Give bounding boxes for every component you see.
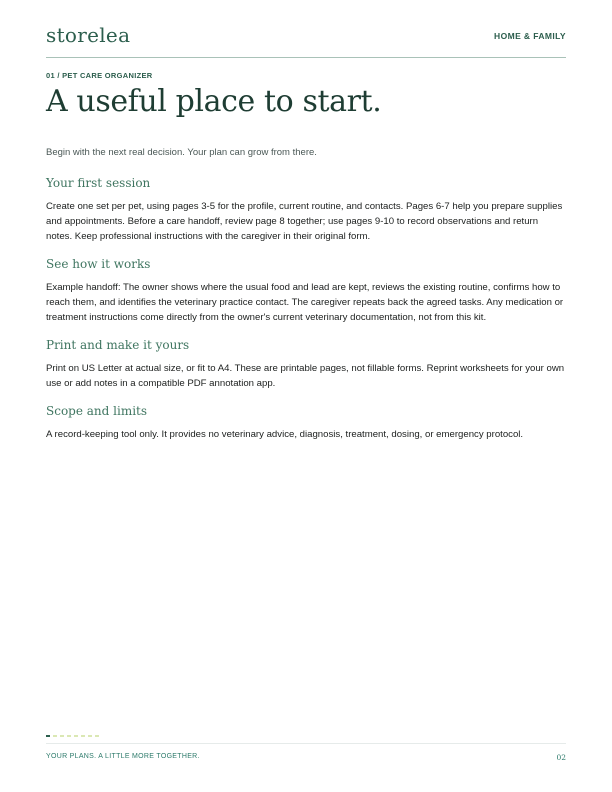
- section-body-first-session: Create one set per pet, using pages 3-5 for the profile, current routine, and contacts. Pages 6-7 help you prepare supplies and appointments. Before a care handoff, review page 8 together; use pages 9-10 to record observations and return notes. Keep professional instructions with the caregiver in their original form.: [46, 201, 563, 242]
- main-content: [46, 176, 566, 455]
- section-body-scope: A record-keeping tool only. It provides no veterinary advice, diagnosis, treatment, dosing, or emergency protocol.: [46, 429, 524, 440]
- accent-dash: [95, 735, 99, 737]
- intro-text: Begin with the next real decision. Your plan can grow from there.: [46, 147, 317, 158]
- accent-dash: [53, 735, 57, 737]
- footer-tagline: YOUR PLANS. A LITTLE MORE TOGETHER.: [46, 753, 200, 760]
- accent-dash-solid: [46, 735, 50, 737]
- accent-dash: [60, 735, 64, 737]
- accent-dash-bar: [46, 735, 106, 737]
- page-header: [46, 20, 566, 57]
- page-title: A useful place to start.: [46, 84, 382, 119]
- section-heading-scope: Scope and limits: [46, 404, 148, 418]
- section-body-print: Print on US Letter at actual size, or fit to A4. These are printable pages, not fillable forms. Reprint worksheets for your own use or add notes in a compatible PDF annotation app.: [46, 363, 565, 389]
- header-divider: [46, 57, 566, 58]
- section-eyebrow: 01 / PET CARE ORGANIZER: [46, 71, 153, 80]
- section-heading-first-session: Your first session: [46, 176, 151, 190]
- accent-dash: [81, 735, 85, 737]
- page-number: 02: [556, 753, 566, 762]
- section-body-how-it-works: Example handoff: The owner shows where the usual food and lead are kept, reviews the existing routine, confirms how to reach them, and identifies the veterinary practice contact. The caregiver repeats back the agreed tasks. Any medication or treatment instructions come directly from the owner's current veterinary documentation, not from this kit.: [46, 282, 564, 323]
- accent-dash: [74, 735, 78, 737]
- brand-logo: storelea: [46, 23, 131, 47]
- footer-divider: [46, 743, 566, 744]
- category-label: HOME & FAMILY: [494, 31, 566, 41]
- section-heading-how-it-works: See how it works: [46, 257, 151, 271]
- accent-dash: [67, 735, 71, 737]
- section-heading-print: Print and make it yours: [46, 338, 190, 352]
- accent-dash: [88, 735, 92, 737]
